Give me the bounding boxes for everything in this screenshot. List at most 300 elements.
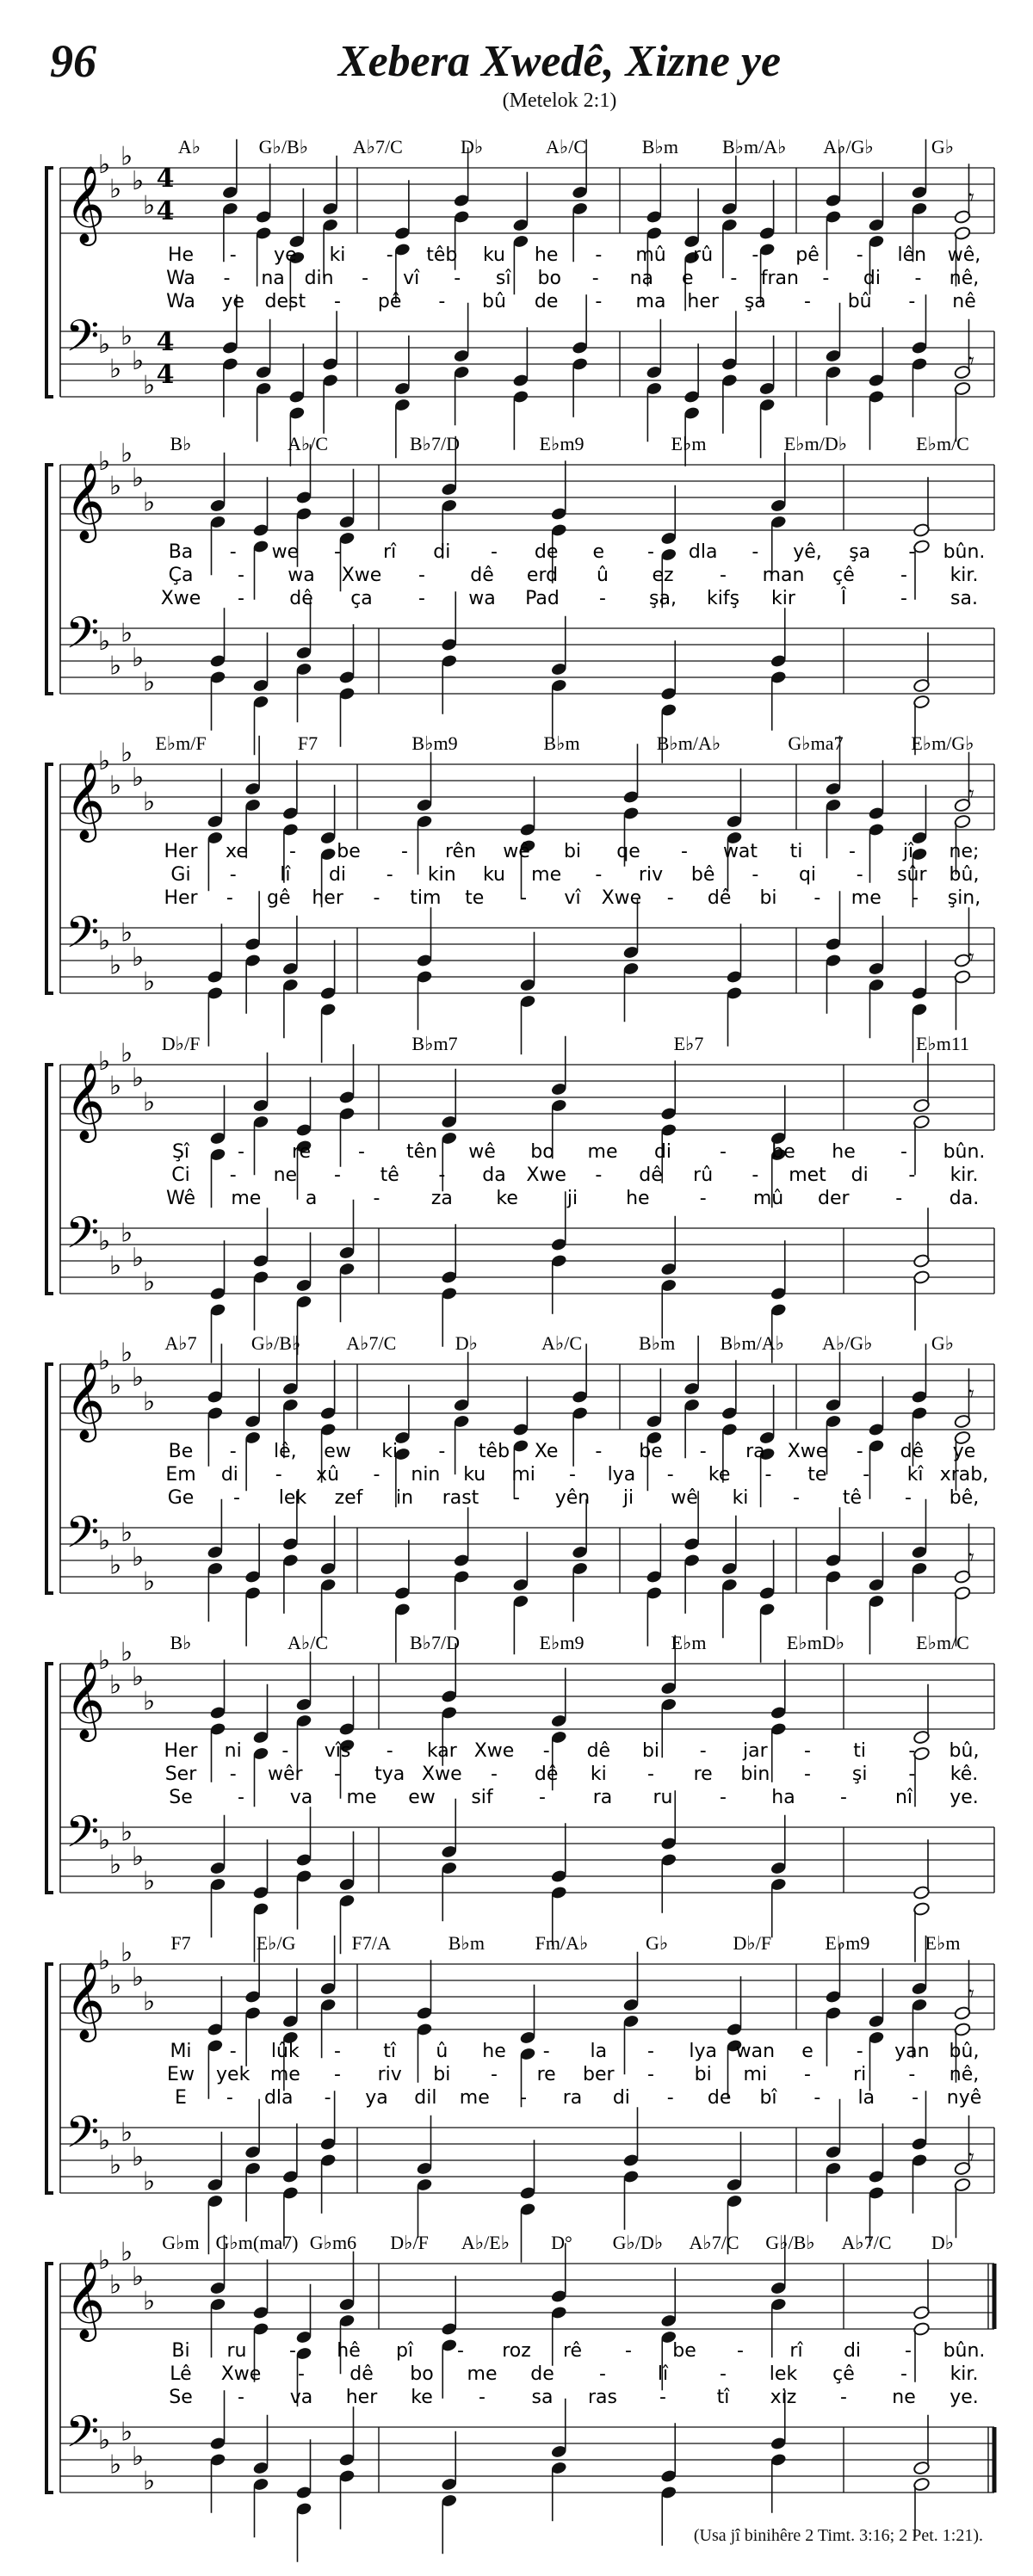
lyric-syllable: her [687, 291, 719, 312]
chord-symbol: A♭/C [541, 1332, 583, 1354]
lyric-hyphen: - [752, 541, 759, 563]
lyric-syllable: bû [482, 291, 506, 312]
lyric-syllable: pê [795, 244, 820, 266]
lyric-syllable: sa [531, 2387, 554, 2408]
lyric-syllable: ru [226, 2340, 247, 2362]
lyric-syllable: be [672, 2340, 696, 2362]
lyric-syllable: lên [897, 244, 927, 266]
lyric-syllable: bî [759, 2087, 777, 2109]
chord-symbol: A♭7/C [841, 2232, 892, 2253]
lyric-syllable: ya [365, 2087, 388, 2109]
lyric-hyphen: - [849, 841, 856, 862]
chord-symbol: E♭mD♭ [786, 1632, 845, 1653]
lyric-hyphen: - [666, 2087, 674, 2109]
lyric-syllable: de [707, 2087, 732, 2109]
lyric-syllable: dê [900, 1441, 925, 1462]
treble-clef-icon: 𝄞 [65, 165, 106, 244]
lyric-syllable: vîs [324, 1740, 351, 1762]
lyric-syllable: Em [165, 1464, 196, 1486]
lyric-syllable: di [220, 1464, 238, 1486]
lyric-syllable: tî [383, 2041, 397, 2062]
lyric-hyphen: - [908, 1164, 916, 1186]
key-flat-icon: ♭ [109, 1071, 122, 1102]
lyric-syllable: ne [892, 2387, 916, 2408]
lyric-syllable: Lê [170, 2363, 192, 2385]
chord-symbol: G♭ [931, 1332, 955, 1354]
lyric-syllable: Wa [166, 291, 195, 312]
lyric-syllable: me [346, 1787, 377, 1808]
lyric-syllable: Xwe [526, 1164, 566, 1186]
lyric-syllable: ke [708, 1464, 731, 1486]
lyric-syllable: ke [411, 2387, 433, 2408]
key-flat-icon: ♭ [109, 1251, 122, 1282]
lyric-syllable: Ser [164, 1764, 197, 1785]
key-flat-icon: ♭ [132, 1842, 145, 1872]
lyric-hyphen: - [595, 291, 603, 312]
treble-clef-icon: 𝄞 [65, 1961, 106, 2040]
lyric-syllable: Xwe [787, 1441, 828, 1462]
system-bracket [46, 465, 53, 694]
key-flat-icon: ♭ [109, 1550, 122, 1581]
lyric-syllable: ez [652, 565, 674, 586]
lyric-syllable: ki [590, 1764, 607, 1785]
lyric-syllable: bûn. [943, 1141, 986, 1163]
chord-symbol: E♭m [671, 1632, 707, 1653]
lyric-syllable: me [587, 1141, 618, 1163]
lyric-syllable: bû, [949, 2041, 980, 2062]
bass-clef-icon: 𝄢 [65, 908, 100, 969]
lyric-hyphen: - [647, 541, 654, 563]
chord-symbol: B♭m [641, 136, 678, 158]
chord-symbol: A♭/C [287, 433, 329, 454]
lyric-hyphen: - [856, 2041, 863, 2062]
lyric-syllable: Şî [171, 1141, 190, 1163]
lyric-syllable: ew [324, 1441, 351, 1462]
bass-staff [60, 1807, 994, 1896]
lyric-syllable: bo [530, 1141, 554, 1163]
lyric-syllable: ras [588, 2387, 617, 2408]
lyric-hyphen: - [793, 1487, 800, 1509]
lyric-hyphen: - [334, 291, 341, 312]
lyric-hyphen: - [900, 588, 907, 609]
key-flat-icon: ♭ [143, 370, 156, 401]
lyric-syllable: man [762, 565, 805, 586]
lyric-hyphen: - [438, 1441, 446, 1462]
key-flat-icon: ♭ [121, 1218, 133, 1249]
chord-symbol: E♭m [925, 1932, 961, 1954]
lyric-hyphen: - [699, 1188, 707, 1209]
chord-symbol: E♭/G [256, 1932, 296, 1954]
chord-symbol: D♭ [931, 2232, 955, 2253]
hymn-number: 96 [50, 35, 96, 87]
lyric-syllable: ji [622, 1487, 634, 1509]
lyric-syllable: yê, [793, 541, 822, 563]
key-flat-icon: ♭ [109, 950, 122, 981]
lyric-hyphen: - [281, 1740, 289, 1762]
lyric-hyphen: - [912, 887, 919, 909]
chord-symbol: A♭/C [287, 1632, 329, 1653]
lyric-syllable: Se [169, 1787, 193, 1808]
lyric-syllable: me [269, 2064, 300, 2085]
lyric-hyphen: - [324, 2087, 331, 2109]
bass-staff [60, 608, 994, 697]
key-flat-icon: ♭ [109, 651, 122, 682]
chord-symbol: A♭/G♭ [823, 136, 874, 158]
lyric-syllable: da. [949, 1188, 980, 1209]
key-flat-icon: ♭ [98, 1226, 111, 1257]
lyric-syllable: şa [849, 541, 871, 563]
key-flat-icon: ♭ [121, 2117, 133, 2148]
lyric-syllable: ha [771, 1787, 795, 1808]
lyric-hyphen: - [895, 1188, 903, 1209]
lyric-syllable: tê [842, 1487, 863, 1509]
system [46, 1332, 994, 1663]
lyric-syllable: kar [426, 1740, 457, 1762]
lyric-syllable: de [534, 291, 559, 312]
system [46, 1632, 994, 1962]
lyric-hyphen: - [599, 588, 606, 609]
lyric-syllable: kir. [949, 1164, 979, 1186]
lyric-syllable: yên [554, 1487, 591, 1509]
lyric-syllable: Ew [167, 2064, 195, 2085]
lyric-syllable: her [312, 887, 343, 909]
lyric-syllable: ki [329, 244, 346, 266]
key-flat-icon: ♭ [143, 190, 156, 221]
lyric-syllable: E [175, 2087, 187, 2109]
lyric-syllable: Bi [171, 2340, 190, 2362]
lyric-syllable: vî [564, 887, 581, 909]
bass-clef-icon: 𝄢 [65, 1807, 100, 1869]
lyric-syllable: dê [639, 1164, 663, 1186]
key-flat-icon: ♭ [98, 1047, 111, 1077]
system-bracket [46, 764, 53, 993]
system-bracket [46, 2264, 53, 2493]
time-signature-denominator: 4 [156, 360, 175, 390]
lyric-hyphen: - [233, 1487, 240, 1509]
lyric-syllable: me [467, 2363, 498, 2385]
lyric-syllable: mû [752, 1188, 784, 1209]
lyric-syllable: ye [221, 291, 244, 312]
key-flat-icon: ♭ [132, 763, 145, 793]
key-flat-icon: ♭ [132, 346, 145, 376]
treble-clef-icon: 𝄞 [65, 1062, 106, 1140]
key-flat-icon: ♭ [132, 2262, 145, 2292]
treble-clef-icon: 𝄞 [65, 1661, 106, 1739]
lyric-syllable: ye [952, 1441, 976, 1462]
system-bracket [46, 1964, 53, 2193]
key-flat-icon: ♭ [109, 354, 122, 385]
lyric-hyphen: - [595, 244, 603, 266]
lyric-syllable: bi [759, 887, 777, 909]
lyric-syllable: Her [164, 887, 198, 909]
lyric-hyphen: - [334, 2064, 341, 2085]
key-flat-icon: ♭ [121, 1637, 133, 1668]
lyric-syllable: dê [349, 2363, 374, 2385]
lyric-syllable: ni [224, 1740, 242, 1762]
lyric-syllable: va [289, 1787, 313, 1808]
lyric-hyphen: - [229, 1764, 237, 1785]
lyric-syllable: lek [769, 2363, 798, 2385]
lyric-hyphen: - [491, 541, 498, 563]
lyric-hyphen: - [238, 565, 244, 586]
lyric-syllable: ça [350, 588, 373, 609]
lyric-syllable: ber [583, 2064, 615, 2085]
lyric-syllable: xrab, [939, 1464, 989, 1486]
lyric-hyphen: - [647, 1764, 654, 1785]
chord-symbol: B♭m7 [411, 1033, 458, 1054]
lyric-syllable: na [629, 268, 654, 289]
lyric-syllable: dê [586, 1740, 611, 1762]
lyric-hyphen: - [900, 1141, 907, 1163]
lyric-syllable: bo [410, 2363, 434, 2385]
system [46, 433, 994, 763]
lyric-hyphen: - [912, 2087, 919, 2109]
chord-symbol: A♭/E♭ [461, 2232, 510, 2253]
lyric-syllable: kir. [949, 2363, 979, 2385]
chord-symbol: D♭ [460, 136, 484, 158]
lyric-syllable: tya [374, 1764, 405, 1785]
lyric-syllable: e [592, 541, 605, 563]
system [46, 136, 994, 466]
lyric-syllable: bi [694, 2064, 712, 2085]
eighth-rest-icon: 𝄾 [968, 348, 974, 374]
system [46, 2232, 994, 2562]
lyric-syllable: xiz [770, 2387, 797, 2408]
lyric-syllable: wa [288, 565, 315, 586]
lyric-syllable: gê [267, 887, 291, 909]
lyric-hyphen: - [386, 864, 393, 886]
time-signature-denominator: 4 [156, 196, 175, 226]
lyric-hyphen: - [720, 1787, 727, 1808]
lyric-syllable: fran [760, 268, 799, 289]
lyric-hyphen: - [223, 268, 231, 289]
lyric-syllable: rî [789, 2340, 803, 2362]
eighth-rest-icon: 𝄾 [968, 1381, 974, 1407]
lyric-syllable: bi [563, 841, 582, 862]
lyric-syllable: Wê [166, 1188, 195, 1209]
lyric-syllable: çê [832, 565, 855, 586]
lyric-hyphen: - [334, 1164, 341, 1186]
lyric-syllable: dest [264, 291, 306, 312]
lyric-syllable: riv [377, 2064, 402, 2085]
key-flat-icon: ♭ [109, 174, 122, 205]
lyric-hyphen: - [226, 2087, 233, 2109]
lyric-syllable: kir [771, 588, 795, 609]
lyric-syllable: dê [289, 588, 313, 609]
lyric-syllable: be [771, 1141, 795, 1163]
lyric-syllable: nyê [946, 2087, 982, 2109]
system [46, 1033, 994, 1363]
chord-symbol: D♭/F [390, 2232, 429, 2253]
lyric-hyphen: - [625, 2340, 632, 2362]
lyric-hyphen: - [666, 887, 674, 909]
key-flat-icon: ♭ [98, 447, 111, 477]
lyric-syllable: nî [894, 1787, 913, 1808]
lyric-hyphen: - [856, 1441, 863, 1462]
scripture-reference: (Metelok 2:1) [502, 90, 617, 112]
lyric-syllable: rast [442, 1487, 479, 1509]
chord-symbol: G♭/D♭ [612, 2232, 664, 2253]
lyric-hyphen: - [595, 1164, 603, 1186]
lyric-syllable: mi [511, 1464, 535, 1486]
lyric-syllable: nê, [949, 268, 980, 289]
key-flat-icon: ♭ [98, 1526, 111, 1556]
lyric-syllable: zef [334, 1487, 363, 1509]
lyric-hyphen: - [539, 1787, 546, 1808]
key-flat-icon: ♭ [109, 1850, 122, 1881]
chord-symbol: B♭m [448, 1932, 485, 1954]
key-flat-icon: ♭ [132, 1662, 145, 1692]
lyric-syllable: ye. [949, 2387, 979, 2408]
lyric-syllable: mû [635, 244, 666, 266]
chord-symbol: F7 [170, 1932, 191, 1954]
key-flat-icon: ♭ [109, 1970, 122, 2001]
lyric-syllable: Xe [534, 1441, 559, 1462]
key-flat-icon: ♭ [121, 1038, 133, 1069]
lyric-syllable: me [459, 2087, 490, 2109]
lyric-hyphen: - [334, 1764, 341, 1785]
eighth-rest-icon: 𝄾 [968, 2144, 974, 2171]
lyric-hyphen: - [908, 541, 916, 563]
key-flat-icon: ♭ [98, 150, 111, 180]
lyric-hyphen: - [599, 2363, 606, 2385]
lyric-hyphen: - [373, 1188, 380, 1209]
key-flat-icon: ♭ [109, 2270, 122, 2301]
hymn-title: Xebera Xwedê, Xizne ye [337, 37, 782, 86]
lyric-syllable: la [590, 2041, 608, 2062]
lyric-hyphen: - [908, 291, 916, 312]
lyric-syllable: ki [732, 1487, 749, 1509]
lyric-hyphen: - [454, 268, 461, 289]
key-flat-icon: ♭ [132, 1542, 145, 1572]
lyric-syllable: û [597, 565, 609, 586]
lyric-syllable: ma [635, 291, 666, 312]
lyric-syllable: ke [496, 1188, 518, 1209]
bass-staff [60, 1208, 994, 1297]
chord-symbol: B♭m/A♭ [656, 732, 721, 754]
lyric-syllable: dil [414, 2087, 437, 2109]
chord-symbol: B♭m9 [411, 732, 458, 754]
lyric-syllable: ye. [949, 1787, 979, 1808]
lyric-syllable: Se [169, 2387, 193, 2408]
lyric-syllable: ra [562, 2087, 583, 2109]
lyric-hyphen: - [229, 2041, 237, 2062]
lyric-hyphen: - [647, 2064, 654, 2085]
treble-clef-icon: 𝄞 [65, 2261, 106, 2339]
lyric-syllable: Wa [166, 268, 195, 289]
lyric-hyphen: - [647, 2041, 654, 2062]
lyric-hyphen: - [373, 1464, 380, 1486]
chord-symbol: E♭m/C [916, 433, 969, 454]
lyric-syllable: xe [226, 841, 248, 862]
chord-symbol: A♭ [177, 136, 201, 158]
lyric-syllable: Xwe [220, 2363, 262, 2385]
bass-clef-icon: 𝄢 [65, 2108, 100, 2169]
lyric-syllable: da [482, 1164, 506, 1186]
bass-clef-icon: 𝄢 [65, 1208, 100, 1269]
lyric-hyphen: - [229, 244, 237, 266]
lyric-syllable: kî [906, 1464, 924, 1486]
system-bracket [46, 1364, 53, 1593]
lyric-syllable: lê, [274, 1441, 297, 1462]
treble-clef-icon: 𝄞 [65, 462, 106, 541]
lyric-syllable: sûr [897, 864, 927, 886]
lyric-hyphen: - [905, 2340, 912, 2362]
key-flat-icon: ♭ [132, 1362, 145, 1393]
bass-clef-icon: 𝄢 [65, 1508, 100, 1569]
lyric-syllable: Pad [525, 588, 560, 609]
lyric-syllable: ye [274, 244, 297, 266]
lyric-hyphen: - [520, 2087, 528, 2109]
chord-symbol: G♭m6 [309, 2232, 357, 2253]
lyric-syllable: ri [853, 2064, 867, 2085]
lyric-hyphen: - [418, 565, 425, 586]
lyric-syllable: he [482, 2041, 506, 2062]
lyric-syllable: nê [952, 291, 976, 312]
lyric-hyphen: - [438, 1164, 446, 1186]
lyric-hyphen: - [542, 1740, 550, 1762]
chord-symbol: E♭m [671, 433, 707, 454]
lyric-hyphen: - [737, 2340, 744, 2362]
lyric-syllable: di [851, 1164, 869, 1186]
lyric-syllable: wê [503, 841, 530, 862]
lyric-hyphen: - [401, 841, 408, 862]
lyric-syllable: e [682, 268, 694, 289]
lyric-hyphen: - [229, 1164, 237, 1186]
chord-symbol: B♭ [170, 433, 192, 454]
lyric-hyphen: - [813, 887, 821, 909]
lyric-syllable: a [305, 1188, 318, 1209]
lyric-syllable: bin [740, 1764, 770, 1785]
lyric-syllable: Ba [168, 541, 194, 563]
lyric-syllable: bo [537, 268, 561, 289]
lyric-syllable: der [818, 1188, 850, 1209]
lyric-hyphen: - [752, 864, 759, 886]
lyric-syllable: çê [832, 2363, 855, 2385]
lyric-hyphen: - [595, 864, 603, 886]
key-flat-icon: ♭ [143, 1866, 156, 1897]
bass-clef-icon: 𝄢 [65, 312, 100, 373]
key-flat-icon: ♭ [121, 618, 133, 649]
key-flat-icon: ♭ [98, 627, 111, 657]
lyric-hyphen: - [238, 1787, 244, 1808]
lyric-syllable: dê [470, 565, 494, 586]
lyric-syllable: ku [482, 864, 506, 886]
lyric-syllable: her [345, 2387, 378, 2408]
lyric-hyphen: - [804, 291, 811, 312]
key-flat-icon: ♭ [121, 2237, 133, 2268]
lyric-syllable: bê [690, 864, 715, 886]
lyric-syllable: rê [562, 2340, 583, 2362]
lyric-hyphen: - [238, 1141, 244, 1163]
chord-symbol: E♭m/G♭ [911, 732, 974, 754]
lyric-syllable: me [531, 864, 562, 886]
lyric-syllable: wê, [947, 244, 981, 266]
lyric-syllable: we [271, 541, 300, 563]
lyric-hyphen: - [804, 2064, 811, 2085]
chord-symbol: E♭m9 [825, 1932, 870, 1954]
lyric-hyphen: - [730, 268, 738, 289]
lyric-hyphen: - [908, 2064, 916, 2085]
chord-symbol: B♭m [639, 1332, 676, 1354]
lyric-hyphen: - [226, 887, 233, 909]
key-flat-icon: ♭ [143, 2166, 156, 2197]
lyric-syllable: ku [463, 1464, 486, 1486]
lyric-hyphen: - [908, 1740, 916, 1762]
lyric-syllable: dê [707, 887, 732, 909]
key-flat-icon: ♭ [98, 1946, 111, 1976]
lyric-syllable: di [612, 2087, 630, 2109]
